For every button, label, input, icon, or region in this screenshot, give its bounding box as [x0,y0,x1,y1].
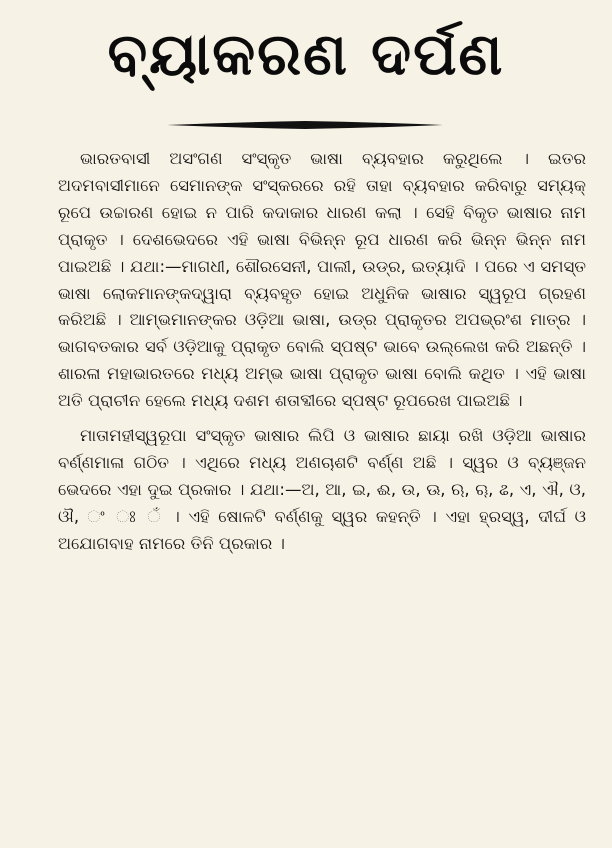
paragraph-origin-of-odia: ଭାରତବାସୀ ଅସଂଗଣ ସଂସ୍କୃତ ଭାଷା ବ୍ୟବହାର କରୁଥିଲେ । ଇତର ଅଦମବାସୀମାନେ ସେମାନଙ୍କ ସଂସ୍କରରେ ରହି ତାହା ବ୍ୟବହାର କରିବାରୁ ସମ୍ୟକ୍ ରୂପେ ଉଚ୍ଚାରଣ ହୋଇ ନ ପାରି କଦାକାର ଧାରଣ କଲା । ସେହି ବିକୃତ ଭାଷାର ନାମ ପ୍ରାକୃତ । ଦେଶଭେଦରେ ଏହି ଭାଷା ବିଭିନ୍ନ ରୂପ ଧାରଣ କରି ଭିନ୍ନ ଭିନ୍ନ ନାମ ପାଇଅଛି । ଯଥା:—ମାଗଧୀ, ଶୌରସେନୀ, ପାଲୀ, ଉଡ୍ର, ଇତ୍ୟାଦି । ପରେ ଏ ସମସ୍ତ ଭାଷା ଲୋକମାନଙ୍କଦ୍ୱାରା ବ୍ୟବହୃତ ହୋଇ ଅଧୁନିକ ଭାଷାର ସ୍ୱରୂପ ଗ୍ରହଣ କରିଅଛି । ଆମ୍ଭମାନଙ୍କର ଓଡ଼ିଆ ଭାଷା, ଉଡ୍ର ପ୍ରାକୃତର ଅପଭ୍ରଂଶ ମାତ୍ର । ଭାଗବତକାର ସର୍ବ ଓଡ଼ିଆକୁ ପ୍ରାକୃତ ବୋଲି ସ୍ପଷ୍ଟ ଭାବେ ଉଲ୍ଲେଖ କରି ଅଛନ୍ତି । ଶାରଳା ମହାଭାରତରେ ମଧ୍ୟ ଅମ୍ଭ ଭାଷା ପ୍ରାକୃତ ଭାଷା ବୋଲି କଥିତ । ଏହି ଭାଷା ଅତି ପ୍ରାଚୀନ ହେଲେ ମଧ୍ୟ ଦଶମ ଶତାବ୍ଦୀରେ ସ୍ପଷ୍ଟ ରୂପରେଖ ପାଇଅଛି । [58,149,587,411]
title-divider-ornament [165,118,445,132]
paragraph-alphabet: ମାତାମହୀସ୍ୱରୂପା ସଂସ୍କୃତ ଭାଷାର ଲିପି ଓ ଭାଷାର ଛାୟା ରଖି ଓଡ଼ିଆ ଭାଷାର ବର୍ଣ୍ଣମାଳା ଗଠିତ । ଏଥିରେ ମଧ୍ୟ ଅଣଚାଶଟି ବର୍ଣ୍ଣ ଅଛି । ସ୍ୱର ଓ ବ୍ୟଞ୍ଜନ ଭେଦରେ ଏହା ଦୁଇ ପ୍ରକାର । ଯଥା:—ଅ, ଆ, ଇ, ଈ, ଉ, ଊ, ଋ, ୠ, ଌ, ଏ, ଐ, ଓ, ଔ, ଂ ଃ ଁ । ଏହି ଷୋଳଟି ବର୍ଣ୍ଣକୁ ସ୍ୱର କହନ୍ତି । ଏହା ହ୍ରସ୍ୱ, ଦୀର୍ଘ ଓ ଅଯୋଗବାହ ନାମରେ ତିନି ପ୍ରକାର । [58,426,586,553]
body-text [58,146,586,558]
page-title: ବ୍ୟାକରଣ ଦର୍ପଣ [107,20,505,88]
